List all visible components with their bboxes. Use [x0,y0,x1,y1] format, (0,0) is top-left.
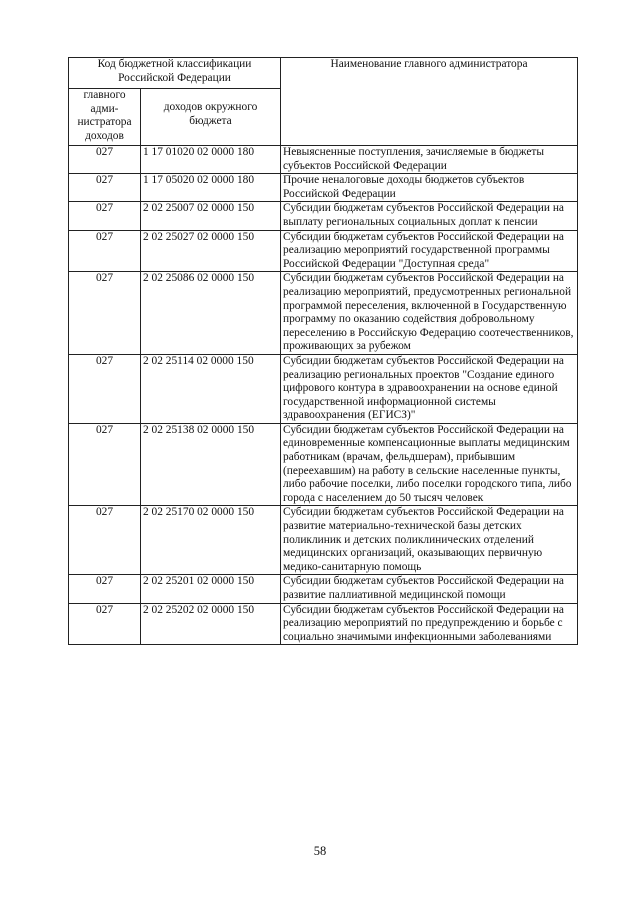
budget-code-cell: 2 02 25170 02 0000 150 [141,506,281,575]
administrator-name-cell: Субсидии бюджетам субъектов Российской Федерации на развитие материально-технической базы детских поликлиник и детских поликлинических отделений медицинских организаций, оказывающих первичную медико-санитарную помощь [281,506,578,575]
table-row [69,354,578,423]
budget-code-cell: 2 02 25138 02 0000 150 [141,423,281,506]
admin-code-cell: 027 [69,354,141,423]
table-row [69,146,578,174]
table-row [69,506,578,575]
budget-code-cell: 2 02 25007 02 0000 150 [141,202,281,230]
administrator-name-cell: Субсидии бюджетам субъектов Российской Федерации на выплату региональных социальных доплат к пенсии [281,202,578,230]
budget-classification-table [68,57,578,645]
district-budget-income-header: доходов окружного бюджета [141,89,281,146]
administrator-name-cell: Субсидии бюджетам субъектов Российской Федерации на развитие паллиативной медицинской помощи [281,575,578,603]
table-header-row [69,58,578,89]
administrator-name-cell: Субсидии бюджетам субъектов Российской Федерации на реализацию мероприятий, предусмотренных региональной программой переселения, включенной в Государственную программу по оказанию содействия добровольному переселению в Российскую Федерацию соотечественников, проживающих за рубежом [281,272,578,355]
table-row [69,202,578,230]
administrator-name-cell: Субсидии бюджетам субъектов Российской Федерации на единовременные компенсационные выплаты медицинским работникам (врачам, фельдшерам), прибывшим (переехавшим) на работу в сельские населенные пункты, либо рабочие поселки, либо поселки городского типа, либо города с населением до 50 тысяч человек [281,423,578,506]
administrator-name-cell: Прочие неналоговые доходы бюджетов субъектов Российской Федерации [281,174,578,202]
table-row [69,174,578,202]
table-row [69,575,578,603]
administrator-name-cell: Субсидии бюджетам субъектов Российской Федерации на реализацию мероприятий государственной программы Российской Федерации "Доступная среда" [281,230,578,272]
admin-code-cell: 027 [69,603,141,645]
budget-code-cell: 2 02 25086 02 0000 150 [141,272,281,355]
admin-code-cell: 027 [69,272,141,355]
budget-code-cell: 2 02 25201 02 0000 150 [141,575,281,603]
admin-code-cell: 027 [69,506,141,575]
table-row [69,272,578,355]
administrator-name-header: Наименование главного администратора [281,58,578,146]
admin-code-cell: 027 [69,575,141,603]
table-row [69,603,578,645]
classification-code-group-header: Код бюджетной классификации Российской Федерации [69,58,281,89]
main-administrator-header: главного адми-нистратора доходов [69,89,141,146]
admin-code-cell: 027 [69,423,141,506]
budget-code-cell: 1 17 05020 02 0000 180 [141,174,281,202]
admin-code-cell: 027 [69,230,141,272]
admin-code-cell: 027 [69,146,141,174]
admin-code-cell: 027 [69,174,141,202]
administrator-name-cell: Невыясненные поступления, зачисляемые в бюджеты субъектов Российской Федерации [281,146,578,174]
admin-code-cell: 027 [69,202,141,230]
administrator-name-cell: Субсидии бюджетам субъектов Российской Федерации на реализацию региональных проектов "Создание единого цифрового контура в здравоохранении на основе единой государственной информационной системы здравоохранения (ЕГИСЗ)" [281,354,578,423]
budget-code-cell: 2 02 25027 02 0000 150 [141,230,281,272]
budget-code-cell: 2 02 25202 02 0000 150 [141,603,281,645]
table-row [69,423,578,506]
budget-code-cell: 1 17 01020 02 0000 180 [141,146,281,174]
table-row [69,230,578,272]
budget-code-cell: 2 02 25114 02 0000 150 [141,354,281,423]
page-number: 58 [313,844,327,858]
administrator-name-cell: Субсидии бюджетам субъектов Российской Федерации на реализацию мероприятий по предупреждению и борьбе с социально значимыми инфекционными заболеваниями [281,603,578,645]
